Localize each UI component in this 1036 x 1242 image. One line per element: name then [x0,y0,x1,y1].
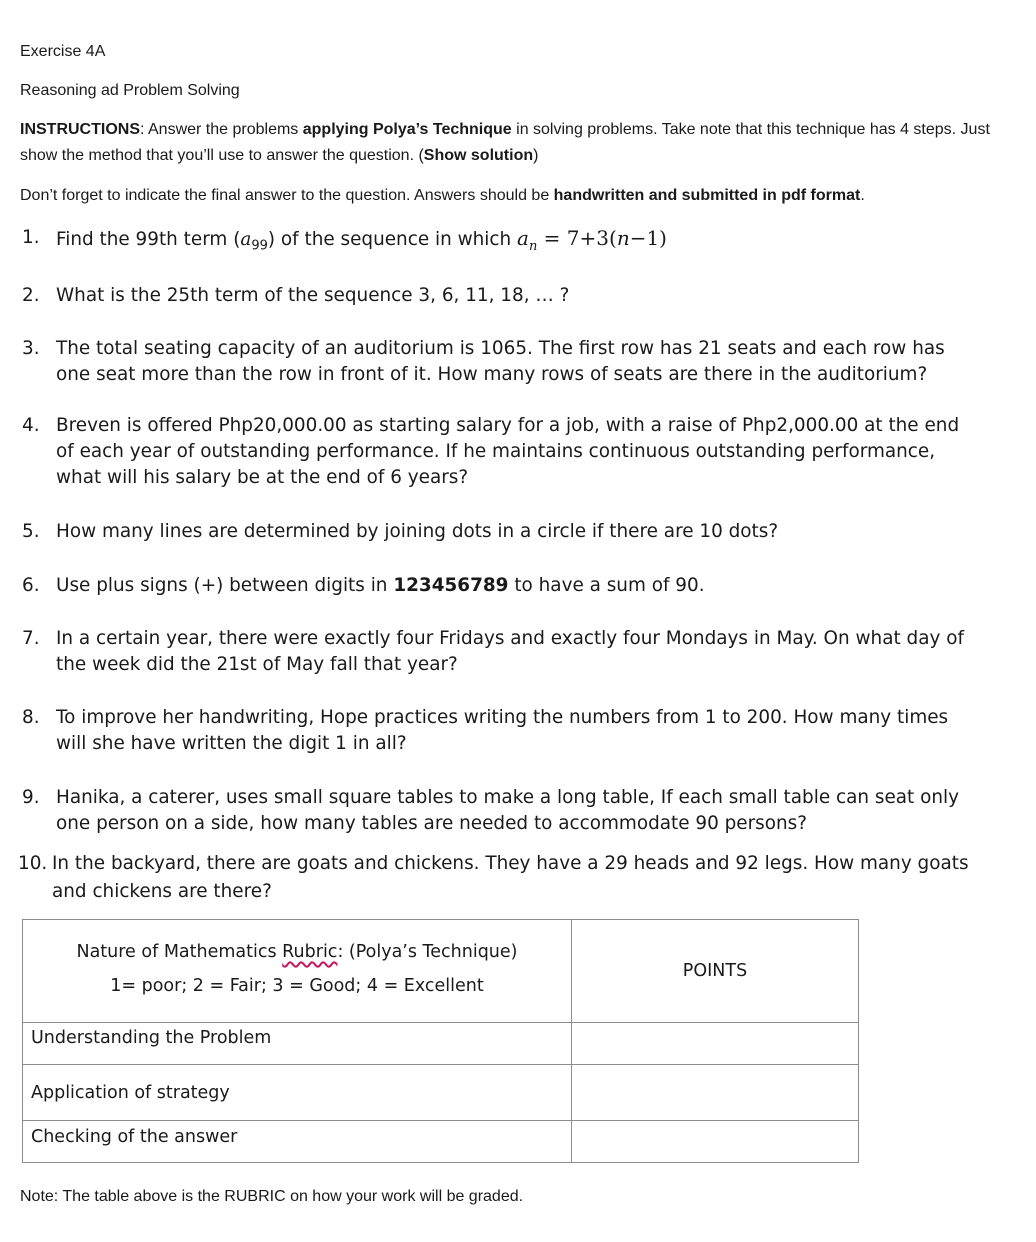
problem-text: Hanika, a caterer, uses small square tables to make a long table, If each small table can seat only one person on a side, how many tables are needed to accommodate 90 persons? [56,787,959,834]
rubric-row [23,1065,859,1121]
instructions-paragraph [20,117,1010,169]
rubric-title-end: : (Polya’s Technique) [337,942,518,962]
problem-8 [22,705,1012,757]
rubric-table [22,919,859,1163]
rubric-word: Rubric [282,942,338,962]
problem-text: In the backyard, there are goats and chickens. They have a 29 heads and 92 legs. How many goats and chickens are there? [52,853,969,902]
problem-text: The total seating capacity of an auditorium is 1065. The first row has 21 seats and each row has one seat more than the row in front of it. How many rows of seats are there in the auditorium? [56,338,945,385]
problem-2 [22,283,1012,309]
problem-number: 1. [22,227,40,248]
rubric-criterion: Understanding the Problem [23,1023,572,1065]
math-equation: = 7+3( [537,226,617,250]
problem-number: 8. [22,707,40,728]
problem-number: 10. [18,853,48,874]
problem-6-text-end: to have a sum of 90. [508,575,705,596]
problem-text: In a certain year, there were exactly four Fridays and exactly four Mondays in May. On what day of the week did the 21st of May fall that year? [56,628,964,675]
problem-1 [22,225,1012,260]
problem-4 [22,413,1012,491]
rubric-row [23,1121,859,1163]
reminder-paragraph [20,183,1010,209]
instructions-text-1: : Answer the problems [140,121,303,138]
problem-number: 7. [22,628,40,649]
problem-3 [22,336,1012,388]
instructions-text-2: in solving problems. Take note that this technique has 4 steps. Just show the method that you’ll use to answer the question. ( [20,121,990,164]
problem-1-text-mid: ) of the sequence in which [267,229,518,250]
reminder-bold: handwritten and submitted in pdf format [553,187,861,204]
problem-text: Breven is offered Php20,000.00 as starting salary for a job, with a raise of Php2,000.00 at the end of each year of outstanding performance. If he maintains continuous outstanding performance, what will his salary be at the end of 6 years? [56,415,960,488]
problem-number: 5. [22,521,40,542]
math-n: n [616,226,630,250]
problem-number: 2. [22,285,40,306]
rubric-title: Nature of Mathematics [76,942,283,962]
points-cell [572,1023,859,1065]
problem-1-text: Find the 99th term ( [56,229,241,250]
reminder-text-2: . [860,187,865,204]
instructions-bold-2: Show solution [423,147,534,164]
exercise-subtitle: Reasoning ad Problem Solving [20,82,240,99]
problem-6-text: Use plus signs (+) between digits in [56,575,394,596]
problem-6 [22,573,1012,599]
math-a-n: a [517,226,529,250]
problem-10 [18,850,1012,906]
instructions-label: INSTRUCTIONS [20,121,140,138]
instructions-bold-1: applying Polya’s Technique [302,121,512,138]
exercise-title: Exercise 4A [20,43,106,60]
problem-5 [22,519,1012,545]
rubric-criterion: Application of strategy [23,1065,572,1121]
problem-text: What is the 25th term of the sequence 3, 6, 11, 18, … ? [56,285,570,306]
math-tail: −1) [629,226,667,250]
problem-text: To improve her handwriting, Hope practices writing the numbers from 1 to 200. How many times will she have written the digit 1 in all? [56,707,949,754]
rubric-criterion: Checking of the answer [23,1121,572,1163]
problem-6-digits: 123456789 [393,575,509,596]
instructions-text-3: ) [533,147,539,164]
problem-number: 9. [22,787,40,808]
math-n-subscript: n [528,239,538,254]
rubric-scale: 1= poor; 2 = Fair; 3 = Good; 4 = Excellent [110,976,484,996]
problem-number: 3. [22,338,40,359]
points-cell [572,1065,859,1121]
reminder-text-1: Don’t forget to indicate the final answer to the question. Answers should be [20,187,554,204]
rubric-header-row [23,920,859,1023]
math-a: a [240,229,252,250]
problem-number: 6. [22,575,40,596]
points-header: POINTS [572,920,859,1023]
problem-text: How many lines are determined by joining dots in a circle if there are 10 dots? [56,521,779,542]
rubric-title-cell [23,920,572,1023]
problem-number: 4. [22,415,40,436]
math-subscript: 99 [251,238,268,254]
rubric-row [23,1023,859,1065]
rubric-note: Note: The table above is the RUBRIC on how your work will be graded. [20,1188,524,1205]
points-cell [572,1121,859,1163]
problem-9 [22,785,1012,837]
problem-7 [22,626,1012,678]
